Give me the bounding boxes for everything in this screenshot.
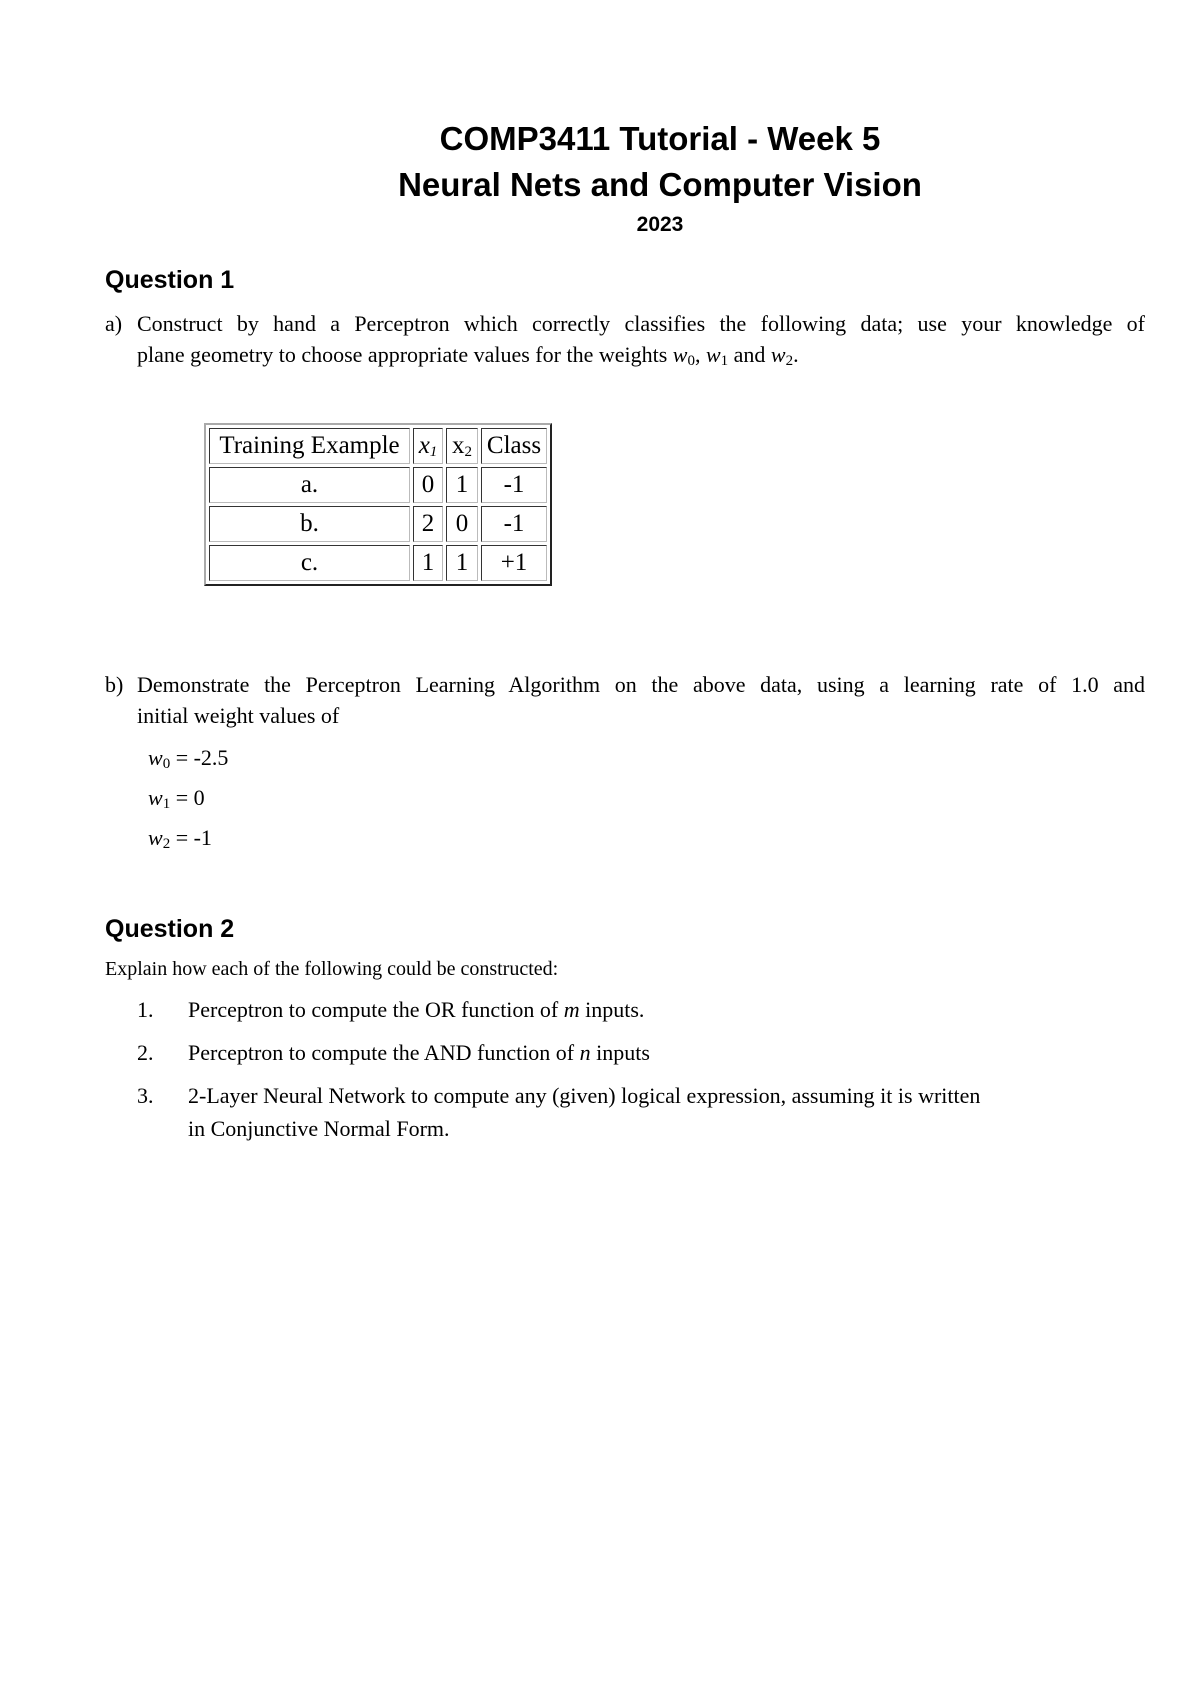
table-cell: 1 (446, 545, 478, 581)
sep-1: , (694, 342, 706, 367)
part-a-line-2-text: plane geometry to choose appropriate values for the weights (137, 342, 673, 367)
part-b-line-2: initial weight values of (137, 703, 340, 728)
list-item: 3. 2-Layer Neural Network to compute any (given) logical expression, assuming it is written in Conjunctive Normal Form. (137, 1083, 981, 1141)
table-header-row (209, 428, 547, 464)
weight-w2-label: w (770, 342, 786, 367)
title-line-1: COMP3411 Tutorial - Week 5 (439, 120, 881, 157)
weight-w1-label: w (705, 342, 721, 367)
weight-w2-line: $w_2 = -1$ (148, 825, 212, 852)
table-cell: 0 (413, 467, 443, 503)
part-a-end: . (793, 342, 799, 367)
list-item: 2. Perceptron to compute the AND function of n inputs (137, 1040, 650, 1065)
part-a-marker: a) (105, 311, 123, 336)
list-item: 1. Perceptron to compute the OR function of m inputs. (137, 997, 645, 1022)
table-cell: 1 (413, 545, 443, 581)
table-cell: +1 (481, 545, 547, 581)
weight-w1-sub: 1 (720, 353, 729, 369)
part-b-line-1: Demonstrate the Perceptron Learning Algorithm on the above data, using a learning rate of 1.0 and (137, 672, 1145, 697)
table-cell: b. (209, 506, 410, 542)
weight-w0-sub: 0 (687, 353, 695, 369)
question-1-part-b (105, 669, 1145, 731)
table-header-cell: $x_2$ (446, 428, 478, 464)
table-cell: 1 (446, 467, 478, 503)
question-2-intro: Explain how each of the following could be constructed: (105, 958, 559, 980)
table-cell: 0 (446, 506, 478, 542)
weight-w2-sub: 2 (785, 353, 794, 369)
question-2-heading: Question 2 (105, 915, 235, 943)
part-b-marker: b) (105, 672, 124, 697)
table-row (209, 467, 547, 503)
table-header-cell: Class (481, 428, 547, 464)
table-row (209, 545, 547, 581)
table-cell: c. (209, 545, 410, 581)
initial-weights-list (148, 742, 228, 862)
table-cell: 2 (413, 506, 443, 542)
title-block (0, 116, 1200, 240)
weight-w1-line: $w_1 = 0$ (148, 785, 205, 812)
question-2-list (105, 993, 1105, 1155)
table-cell: -1 (481, 467, 547, 503)
table-row (209, 506, 547, 542)
table-cell: -1 (481, 506, 547, 542)
weight-w0-line: $w_0 = -2.5$ (148, 745, 229, 772)
weight-w0-label: w (672, 342, 688, 367)
table-header-cell: $x_1$ (413, 428, 443, 464)
question-1-part-a (105, 308, 1145, 370)
sep-2: and (728, 342, 771, 367)
question-1-heading: Question 1 (105, 266, 235, 294)
table-cell: a. (209, 467, 410, 503)
part-a-line-1: Construct by hand a Perceptron which correctly classifies the following data; use your knowledge of (137, 311, 1145, 336)
training-data-table (204, 423, 552, 586)
title-year: 2023 (636, 213, 684, 236)
title-line-2: Neural Nets and Computer Vision (398, 166, 922, 203)
part-a-line-2 (137, 339, 1145, 370)
table-header-cell: Training Example (209, 428, 410, 464)
